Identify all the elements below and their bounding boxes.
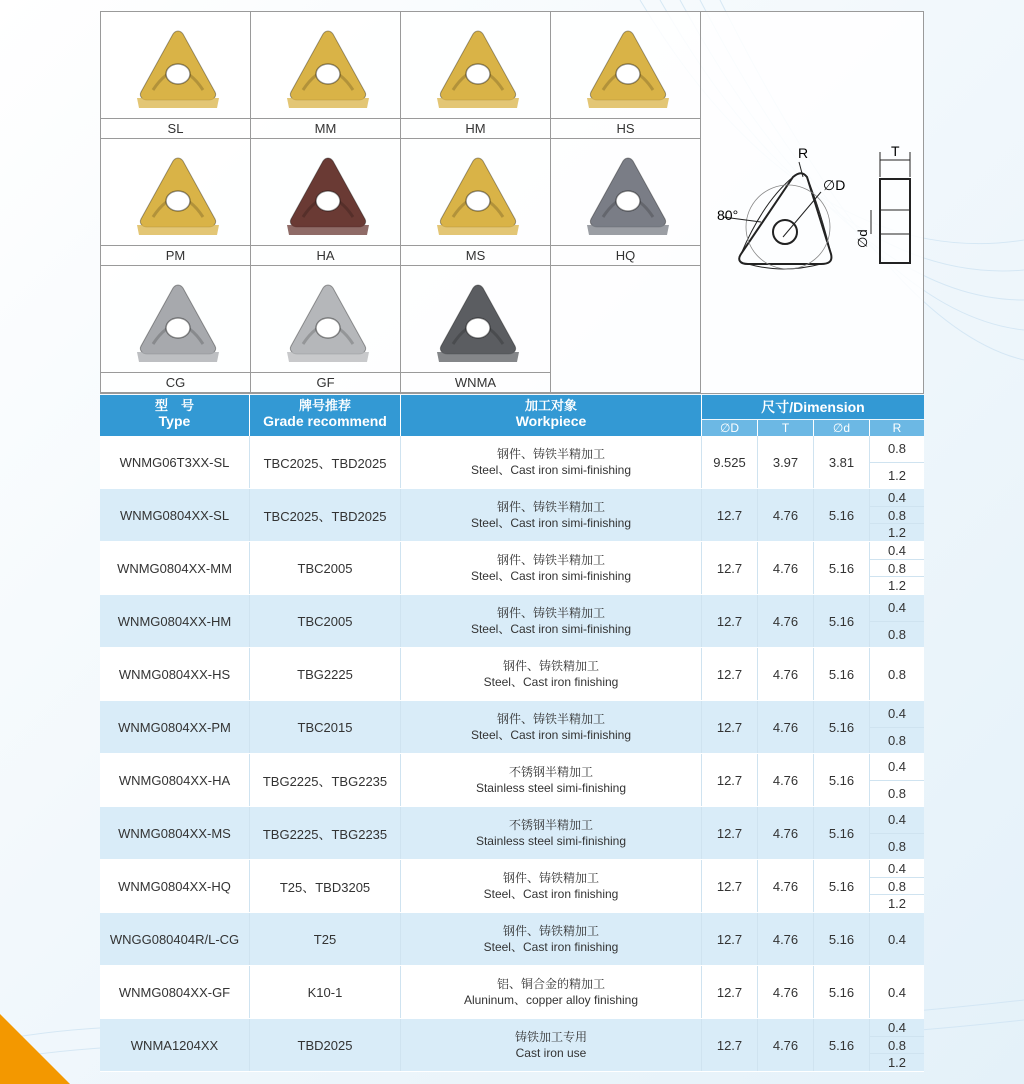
r-value: 0.4	[870, 542, 924, 560]
diagram-t-label: T	[891, 143, 900, 159]
header-work-en: Workpiece	[515, 413, 587, 429]
workpiece-zh: 铝、铜合金的精加工	[496, 977, 605, 991]
r-value: 0.8	[870, 436, 924, 463]
r-value: 1.2	[887, 896, 907, 912]
r-value: 0.8	[887, 785, 907, 801]
table-row	[100, 807, 924, 860]
workpiece-zh: 钢件、铸铁半精加工	[496, 447, 605, 461]
workpiece-zh: 不锈钢半精加工	[508, 818, 593, 832]
insert-image	[401, 139, 551, 245]
r-value: 0.8	[870, 878, 924, 896]
insert-label: PM	[101, 245, 250, 266]
insert-label: HM	[401, 118, 550, 139]
header-r: R	[870, 420, 924, 436]
cell-t: 4.76	[758, 913, 814, 965]
cell-t: 4.76	[758, 489, 814, 541]
table-row	[100, 648, 924, 701]
cell-type: WNMG0804XX-GF	[100, 966, 250, 1018]
dimension-diagram	[703, 12, 924, 393]
cell-od: 12.7	[702, 648, 758, 700]
cell-grade: K10-1	[250, 966, 401, 1018]
cell-r	[870, 701, 924, 753]
insert-cell	[101, 266, 251, 393]
cell-t: 4.76	[758, 595, 814, 647]
workpiece-en: Aluninum、copper alloy finishing	[463, 993, 639, 1007]
header-id: ∅d	[814, 420, 870, 436]
cell-type: WNMG06T3XX-SL	[100, 436, 250, 488]
cell-id: 5.16	[814, 1019, 870, 1071]
insert-cell	[551, 139, 701, 266]
cell-workpiece	[401, 701, 702, 753]
header-t: T	[758, 420, 814, 436]
cell-type: WNMG0804XX-SL	[100, 489, 250, 541]
workpiece-en: Steel、Cast iron simi-finishing	[470, 516, 632, 530]
cell-id: 5.16	[814, 807, 870, 859]
cell-r	[870, 595, 924, 647]
header-type-zh: 型 号	[154, 398, 194, 413]
insert-label: CG	[101, 372, 250, 393]
insert-cell	[401, 139, 551, 266]
table-row	[100, 1019, 924, 1072]
orange-corner-decoration	[0, 1014, 70, 1084]
cell-od: 12.7	[702, 754, 758, 806]
insert-label: MM	[251, 118, 400, 139]
cell-t: 4.76	[758, 648, 814, 700]
empty-cell	[551, 266, 701, 393]
cell-od: 12.7	[702, 860, 758, 912]
insert-cell	[401, 12, 551, 139]
workpiece-en: Cast iron use	[515, 1046, 587, 1060]
cell-id: 3.81	[814, 436, 870, 488]
insert-label: HA	[251, 245, 400, 266]
insert-label: GF	[251, 372, 400, 393]
workpiece-en: Steel、Cast iron simi-finishing	[470, 463, 632, 477]
table-row	[100, 595, 924, 648]
table-header	[100, 395, 924, 436]
cell-od: 12.7	[702, 595, 758, 647]
cell-grade: TBC2015	[250, 701, 401, 753]
table-row	[100, 860, 924, 913]
cell-workpiece	[401, 807, 702, 859]
r-value: 0.4	[887, 931, 907, 947]
r-value: 1.2	[887, 467, 907, 483]
diagram-angle-label: 80°	[717, 207, 739, 223]
r-value: 1.2	[887, 1055, 907, 1071]
cell-id: 5.16	[814, 913, 870, 965]
cell-grade: TBC2005	[250, 542, 401, 594]
r-value: 0.4	[870, 860, 924, 878]
cell-od: 12.7	[702, 807, 758, 859]
cell-id: 5.16	[814, 860, 870, 912]
r-value: 0.8	[870, 560, 924, 578]
insert-image	[101, 139, 251, 245]
table-row	[100, 966, 924, 1019]
workpiece-zh: 钢件、铸铁半精加工	[496, 606, 605, 620]
insert-label: MS	[401, 245, 550, 266]
insert-image	[251, 12, 401, 118]
diagram-id-label: ∅d	[855, 229, 870, 248]
header-grade-zh: 牌号推荐	[298, 398, 351, 413]
workpiece-zh: 铸铁加工专用	[514, 1030, 587, 1044]
cell-t: 4.76	[758, 807, 814, 859]
cell-type: WNMG0804XX-MS	[100, 807, 250, 859]
r-value: 0.8	[870, 507, 924, 525]
cell-workpiece	[401, 489, 702, 541]
workpiece-en: Steel、Cast iron simi-finishing	[470, 569, 632, 583]
r-value: 0.8	[887, 732, 907, 748]
insert-image	[251, 266, 401, 372]
cell-id: 5.16	[814, 648, 870, 700]
cell-r	[870, 542, 924, 594]
r-value: 0.4	[870, 807, 924, 834]
cell-id: 5.16	[814, 701, 870, 753]
cell-od: 12.7	[702, 701, 758, 753]
diagram-od-label: ∅D	[823, 177, 846, 193]
insert-image	[551, 12, 701, 118]
r-value: 0.8	[887, 838, 907, 854]
cell-grade: TBG2225、TBG2235	[250, 807, 401, 859]
workpiece-en: Steel、Cast iron simi-finishing	[470, 728, 632, 742]
insert-image	[101, 12, 251, 118]
cell-r	[870, 1019, 924, 1071]
header-type	[100, 395, 250, 436]
header-grade	[250, 395, 401, 436]
r-value: 0.4	[870, 489, 924, 507]
insert-cell	[101, 12, 251, 139]
cell-od: 12.7	[702, 913, 758, 965]
r-value: 0.8	[870, 1037, 924, 1055]
header-grade-en: Grade recommend	[263, 413, 387, 429]
cell-type: WNMG0804XX-HS	[100, 648, 250, 700]
cell-t: 3.97	[758, 436, 814, 488]
r-value: 1.2	[887, 578, 907, 594]
cell-workpiece	[401, 860, 702, 912]
cell-od: 12.7	[702, 542, 758, 594]
workpiece-en: Steel、Cast iron finishing	[483, 940, 619, 954]
insert-image	[401, 266, 551, 372]
cell-workpiece	[401, 436, 702, 488]
r-value: 0.4	[870, 754, 924, 781]
r-value: 0.8	[887, 666, 907, 682]
workpiece-en: Stainless steel simi-finishing	[475, 834, 627, 848]
insert-image	[251, 139, 401, 245]
insert-label: HS	[551, 118, 700, 139]
r-value: 1.2	[887, 525, 907, 541]
cell-grade: TBC2025、TBD2025	[250, 489, 401, 541]
workpiece-zh: 钢件、铸铁半精加工	[496, 553, 605, 567]
cell-r	[870, 489, 924, 541]
cell-workpiece	[401, 754, 702, 806]
workpiece-zh: 钢件、铸铁精加工	[502, 871, 599, 885]
cell-grade: TBC2025、TBD2025	[250, 436, 401, 488]
r-value: 0.4	[870, 1019, 924, 1037]
cell-r	[870, 860, 924, 912]
cell-workpiece	[401, 595, 702, 647]
cell-t: 4.76	[758, 1019, 814, 1071]
insert-label: SL	[101, 118, 250, 139]
workpiece-zh: 钢件、铸铁半精加工	[496, 712, 605, 726]
workpiece-zh: 钢件、铸铁半精加工	[496, 500, 605, 514]
cell-t: 4.76	[758, 860, 814, 912]
cell-id: 5.16	[814, 542, 870, 594]
table-row	[100, 436, 924, 489]
insert-image-grid	[100, 11, 924, 394]
cell-type: WNMG0804XX-MM	[100, 542, 250, 594]
r-value: 0.4	[887, 984, 907, 1000]
workpiece-zh: 不锈钢半精加工	[508, 765, 593, 779]
table-row	[100, 913, 924, 966]
cell-id: 5.16	[814, 966, 870, 1018]
cell-type: WNMG0804XX-HM	[100, 595, 250, 647]
cell-r	[870, 648, 924, 700]
r-value: 0.4	[870, 701, 924, 728]
cell-t: 4.76	[758, 701, 814, 753]
cell-od: 9.525	[702, 436, 758, 488]
cell-t: 4.76	[758, 754, 814, 806]
insert-cell	[401, 266, 551, 393]
cell-t: 4.76	[758, 966, 814, 1018]
cell-r	[870, 754, 924, 806]
header-od: ∅D	[702, 420, 758, 436]
cell-id: 5.16	[814, 489, 870, 541]
workpiece-en: Steel、Cast iron finishing	[483, 887, 619, 901]
cell-grade: TBC2005	[250, 595, 401, 647]
cell-od: 12.7	[702, 489, 758, 541]
insert-cell	[251, 266, 401, 393]
insert-image	[401, 12, 551, 118]
cell-r	[870, 436, 924, 488]
insert-label: HQ	[551, 245, 700, 266]
cell-type: WNGG080404R/L-CG	[100, 913, 250, 965]
insert-cell	[551, 12, 701, 139]
cell-id: 5.16	[814, 754, 870, 806]
cell-grade: TBG2225、TBG2235	[250, 754, 401, 806]
r-value: 0.4	[870, 595, 924, 622]
cell-type: WNMA1204XX	[100, 1019, 250, 1071]
header-workpiece	[401, 395, 702, 436]
cell-type: WNMG0804XX-HQ	[100, 860, 250, 912]
header-type-en: Type	[158, 413, 191, 429]
header-dimension: 尺寸/Dimension	[702, 395, 924, 419]
header-work-zh: 加工对象	[524, 398, 577, 413]
cell-workpiece	[401, 542, 702, 594]
cell-t: 4.76	[758, 542, 814, 594]
insert-cell	[251, 12, 401, 139]
insert-cell	[251, 139, 401, 266]
cell-od: 12.7	[702, 1019, 758, 1071]
cell-workpiece	[401, 648, 702, 700]
insert-image	[101, 266, 251, 372]
workpiece-en: Steel、Cast iron finishing	[483, 675, 619, 689]
table-row	[100, 701, 924, 754]
cell-grade: TBD2025	[250, 1019, 401, 1071]
cell-type: WNMG0804XX-HA	[100, 754, 250, 806]
cell-grade: T25、TBD3205	[250, 860, 401, 912]
workpiece-en: Stainless steel simi-finishing	[475, 781, 627, 795]
cell-workpiece	[401, 1019, 702, 1071]
table-row	[100, 754, 924, 807]
cell-grade: T25	[250, 913, 401, 965]
workpiece-zh: 钢件、铸铁精加工	[502, 924, 599, 938]
cell-od: 12.7	[702, 966, 758, 1018]
diagram-r-label: R	[798, 145, 809, 161]
cell-r	[870, 807, 924, 859]
cell-r	[870, 913, 924, 965]
cell-r	[870, 966, 924, 1018]
table-row	[100, 542, 924, 595]
insert-label: WNMA	[401, 372, 550, 393]
cell-workpiece	[401, 966, 702, 1018]
table-row	[100, 489, 924, 542]
cell-workpiece	[401, 913, 702, 965]
insert-image	[551, 139, 701, 245]
insert-cell	[101, 139, 251, 266]
workpiece-en: Steel、Cast iron simi-finishing	[470, 622, 632, 636]
cell-grade: TBG2225	[250, 648, 401, 700]
workpiece-zh: 钢件、铸铁精加工	[502, 659, 599, 673]
r-value: 0.8	[887, 626, 907, 642]
cell-id: 5.16	[814, 595, 870, 647]
cell-type: WNMG0804XX-PM	[100, 701, 250, 753]
